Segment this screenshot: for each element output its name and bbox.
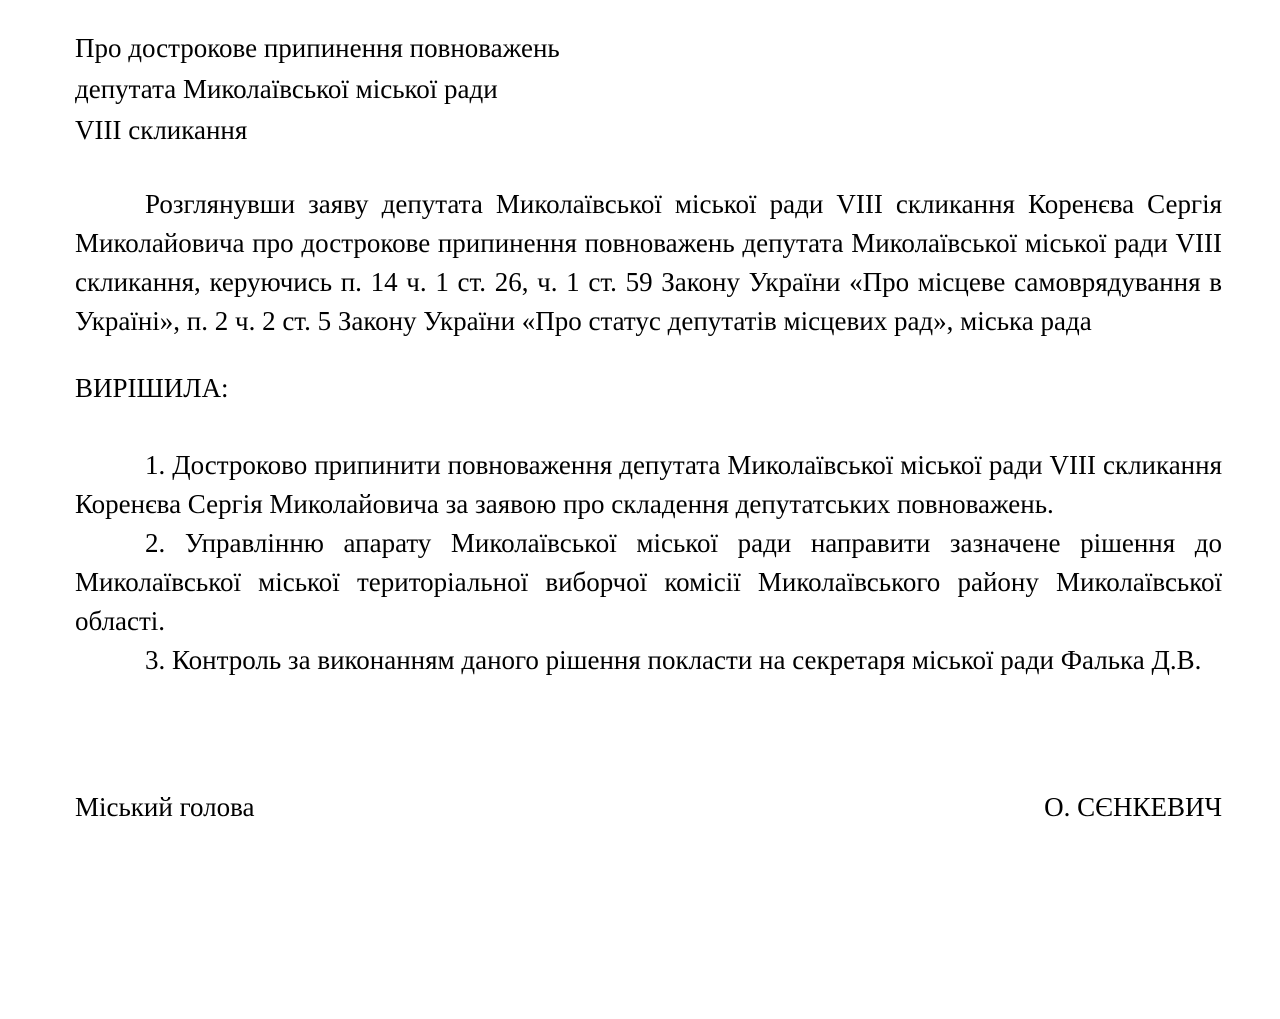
signer-name: О. СЄНКЕВИЧ <box>1044 792 1222 822</box>
resolution-heading: ВИРІШИЛА: <box>75 373 229 403</box>
document-title <box>75 28 1222 151</box>
document-title-line-1: Про дострокове припинення повноважень <box>75 33 560 63</box>
resolution-item-2: 2. Управлінню апарату Миколаївської міської ради направити зазначене рішення до Миколаївської міської територіальної виборчої комісії Миколаївського району Миколаївської області. <box>75 528 1222 636</box>
resolution-item-3: 3. Контроль за виконанням даного рішення покласти на секретаря міської ради Фалька Д.В. <box>145 645 1202 675</box>
document-title-line-3: VIII скликання <box>75 115 248 145</box>
resolution-items <box>75 446 1222 680</box>
preamble-paragraph: Розглянувши заяву депутата Миколаївської міської ради VIII скликання Коренєва Сергія Миколайовича про дострокове припинення повноважень депутата Миколаївської міської ради VIII скликання, керуючись п. 14 ч. 1 ст. 26, ч. 1 ст. 59 Закону України «Про місцеве самоврядування в Україні», п. 2 ч. 2 ст. 5 Закону України «Про статус депутатів місцевих рад», міська рада <box>75 189 1222 336</box>
signer-position: Міський голова <box>75 792 255 822</box>
signature-row <box>75 788 1222 827</box>
resolution-item-1: 1. Достроково припинити повноваження депутата Миколаївської міської ради VIII скликання Коренєва Сергія Миколайовича за заявою про складення депутатських повноважень. <box>75 450 1222 519</box>
document-title-line-2: депутата Миколаївської міської ради <box>75 74 498 104</box>
